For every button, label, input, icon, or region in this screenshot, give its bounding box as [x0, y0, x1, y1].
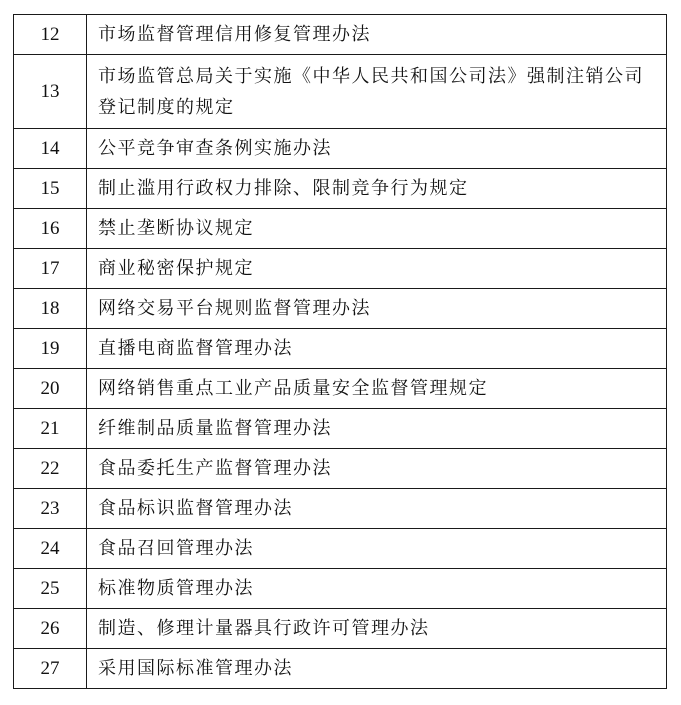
regulation-title: 纤维制品质量监督管理办法	[87, 409, 667, 449]
row-number: 12	[14, 15, 87, 55]
table-row	[14, 129, 667, 169]
regulation-title: 食品委托生产监督管理办法	[87, 449, 667, 489]
regulation-title: 商业秘密保护规定	[87, 249, 667, 289]
regulation-title: 禁止垄断协议规定	[87, 209, 667, 249]
row-number: 21	[14, 409, 87, 449]
regulation-title: 直播电商监督管理办法	[87, 329, 667, 369]
table-row	[14, 489, 667, 529]
table-row	[14, 449, 667, 489]
row-number: 19	[14, 329, 87, 369]
regulations-table-body	[14, 15, 667, 689]
table-row	[14, 169, 667, 209]
regulation-title: 网络交易平台规则监督管理办法	[87, 289, 667, 329]
table-row	[14, 289, 667, 329]
regulation-title: 食品标识监督管理办法	[87, 489, 667, 529]
table-row	[14, 609, 667, 649]
table-row	[14, 209, 667, 249]
regulations-table	[13, 14, 667, 689]
row-number: 16	[14, 209, 87, 249]
row-number: 24	[14, 529, 87, 569]
table-row	[14, 249, 667, 289]
regulation-title: 公平竞争审查条例实施办法	[87, 129, 667, 169]
regulation-title: 市场监管总局关于实施《中华人民共和国公司法》强制注销公司登记制度的规定	[87, 55, 667, 129]
table-row	[14, 369, 667, 409]
regulation-title: 食品召回管理办法	[87, 529, 667, 569]
regulation-title: 网络销售重点工业产品质量安全监督管理规定	[87, 369, 667, 409]
table-row	[14, 529, 667, 569]
table-row	[14, 569, 667, 609]
table-row	[14, 55, 667, 129]
row-number: 17	[14, 249, 87, 289]
table-row	[14, 15, 667, 55]
table-row	[14, 409, 667, 449]
row-number: 18	[14, 289, 87, 329]
row-number: 13	[14, 55, 87, 129]
table-row	[14, 329, 667, 369]
table-row	[14, 649, 667, 689]
regulation-title: 制止滥用行政权力排除、限制竞争行为规定	[87, 169, 667, 209]
regulation-title: 标准物质管理办法	[87, 569, 667, 609]
row-number: 25	[14, 569, 87, 609]
row-number: 20	[14, 369, 87, 409]
row-number: 27	[14, 649, 87, 689]
regulation-title: 制造、修理计量器具行政许可管理办法	[87, 609, 667, 649]
regulation-title: 采用国际标准管理办法	[87, 649, 667, 689]
regulation-title: 市场监督管理信用修复管理办法	[87, 15, 667, 55]
row-number: 22	[14, 449, 87, 489]
row-number: 23	[14, 489, 87, 529]
row-number: 26	[14, 609, 87, 649]
row-number: 14	[14, 129, 87, 169]
row-number: 15	[14, 169, 87, 209]
